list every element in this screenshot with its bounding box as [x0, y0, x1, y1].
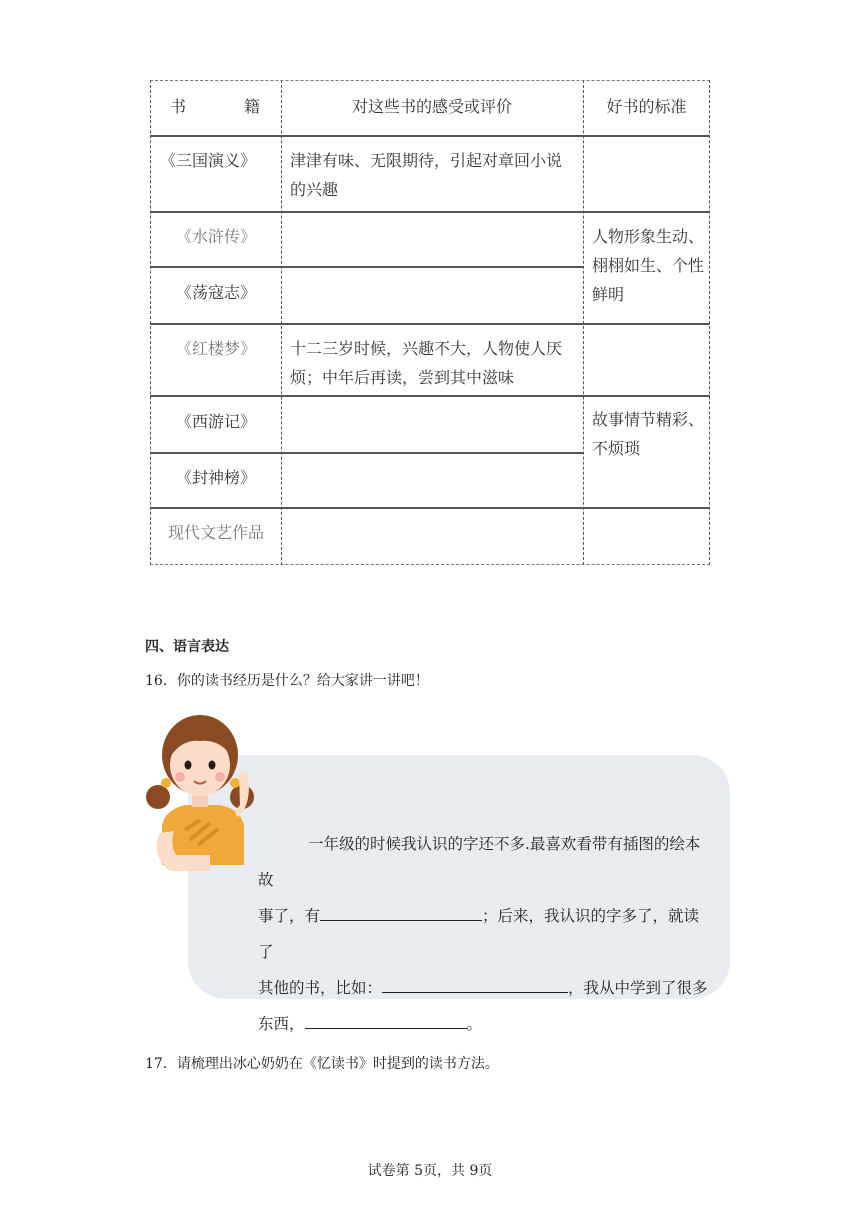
section-title: 四、语言表达	[145, 639, 229, 655]
feeling-text: 十二三岁时候，兴趣不大，人物使人厌烦；中年后再读，尝到其中滋味	[290, 339, 563, 387]
standard-text: 人物形象生动、栩栩如生、个性鲜明	[592, 227, 705, 304]
passage-line-1: 一年级的时候我认识的字还不多.最喜欢看带有插图的绘本故	[258, 835, 701, 889]
page-footer: 试卷第 5页，共 9页	[367, 1163, 493, 1179]
header-book-char-1: 书	[170, 97, 187, 116]
table-top-border	[150, 80, 710, 81]
row-line	[150, 452, 583, 454]
header-standard: 好书的标准	[606, 97, 687, 116]
feeling-text: 津津有味、无限期待，引起对章回小说的兴趣	[290, 151, 563, 199]
answer-blank-2[interactable]	[382, 974, 568, 993]
answer-blank-3[interactable]	[305, 1010, 467, 1029]
passage-line-4: 东西， 。	[258, 1006, 710, 1042]
book-name: 《封神榜》	[176, 468, 257, 487]
question-17: 17．请梳理出冰心奶奶在《忆读书》时提到的读书方法。	[145, 1056, 499, 1072]
row-line	[150, 211, 710, 213]
book-name: 《荡寇志》	[176, 283, 257, 302]
header-book-char-2: 籍	[244, 97, 261, 116]
passage-line-2: 事了，有 ；后来，我认识的字多了，就读了	[258, 898, 710, 970]
row-line	[150, 135, 710, 137]
book-name: 《水浒传》	[176, 227, 257, 246]
standard-text: 故事情节精彩、不烦琐	[592, 410, 705, 458]
row-line	[150, 395, 710, 397]
reading-table	[150, 80, 710, 565]
answer-blank-1[interactable]	[320, 902, 482, 921]
table-bottom-border	[150, 564, 710, 565]
girl-illustration	[140, 705, 270, 885]
reading-experience-passage	[258, 826, 710, 1042]
book-name: 《三国演义》	[160, 151, 257, 170]
row-line	[150, 507, 710, 509]
header-feeling: 对这些书的感受或评价	[351, 97, 512, 116]
question-16: 16．你的读书经历是什么？给大家讲一讲吧！	[145, 673, 429, 689]
row-line	[150, 266, 583, 268]
book-name: 《西游记》	[176, 412, 257, 431]
book-name: 现代文艺作品	[168, 523, 265, 542]
row-line	[150, 323, 710, 325]
book-name: 《红楼梦》	[176, 339, 257, 358]
passage-line-3: 其他的书，比如： ，我从中学到了很多	[258, 970, 710, 1006]
